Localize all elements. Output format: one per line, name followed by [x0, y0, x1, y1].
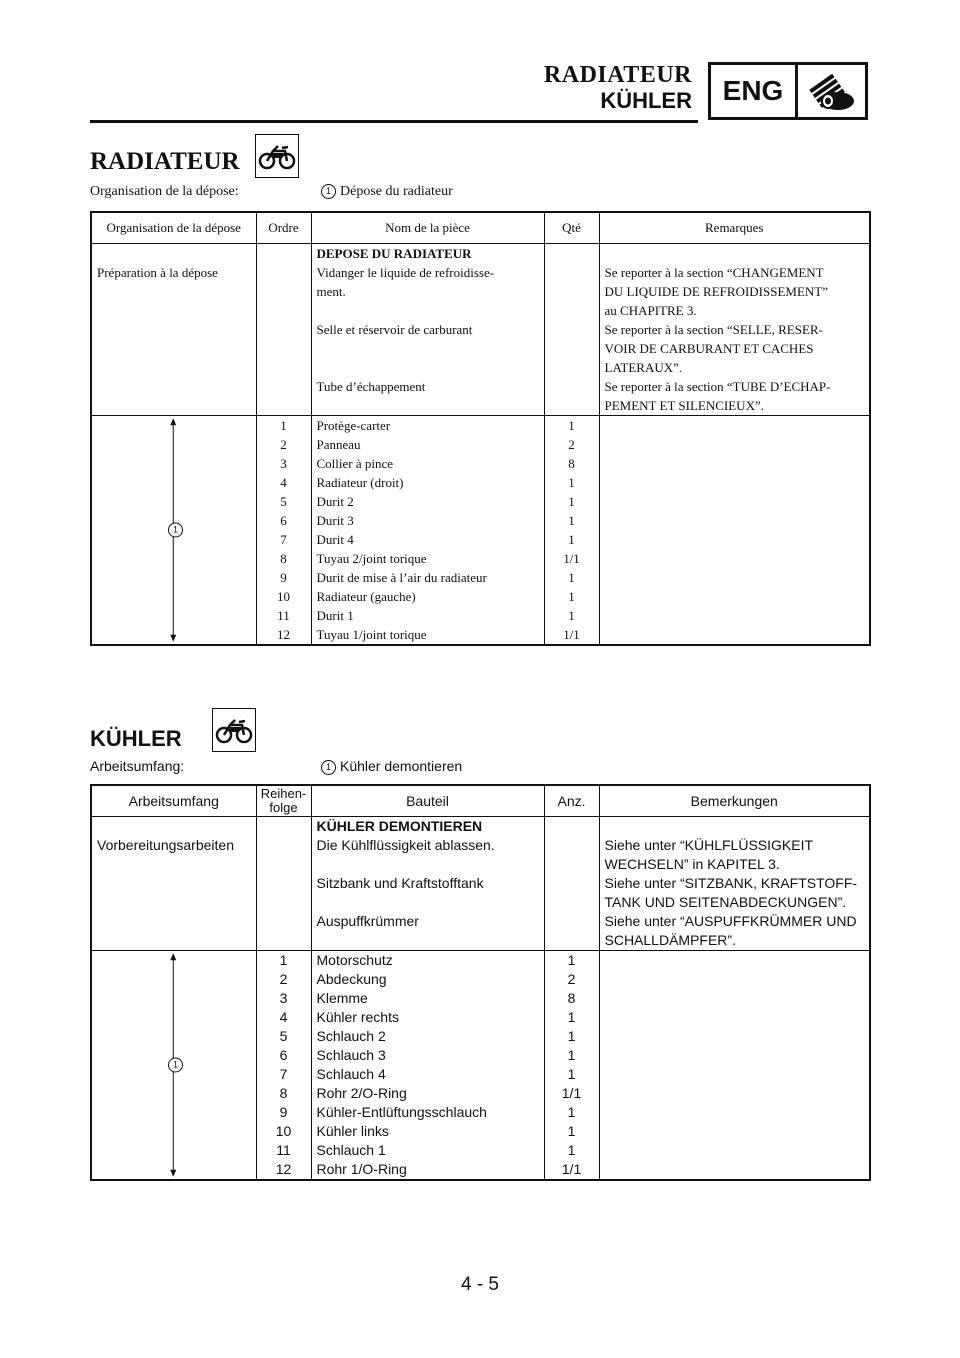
order-cell: 12 — [256, 625, 311, 645]
part-name: Radiateur (droit) — [311, 473, 544, 492]
qty-cell: 1 — [544, 1027, 599, 1046]
order-cell: 9 — [256, 1103, 311, 1122]
part-name: Radiateur (gauche) — [311, 587, 544, 606]
order-cell: 3 — [256, 454, 311, 473]
qty-cell: 1 — [544, 530, 599, 549]
range-bracket — [91, 951, 256, 1181]
qty-cell: 1/1 — [544, 1084, 599, 1103]
order-cell: 1 — [256, 416, 311, 436]
order-cell: 4 — [256, 1008, 311, 1027]
part-name: Schlauch 3 — [311, 1046, 544, 1065]
qty-cell: 1 — [544, 1065, 599, 1084]
order-cell: 10 — [256, 587, 311, 606]
order-cell: 7 — [256, 530, 311, 549]
part-name: Auspuffkrümmer — [311, 912, 544, 951]
prep-label: Vorbereitungsarbeiten — [91, 836, 256, 874]
remark: Se reporter à la section “SELLE, RESER- VOIR DE CARBURANT ET CACHES LATERAUX”. — [599, 320, 870, 377]
part-name: Durit 1 — [311, 606, 544, 625]
order-cell: 10 — [256, 1122, 311, 1141]
qty-cell: 1 — [544, 1103, 599, 1122]
part-name: Panneau — [311, 435, 544, 454]
part-name: Abdeckung — [311, 970, 544, 989]
part-name: Tuyau 1/joint torique — [311, 625, 544, 645]
order-cell: 5 — [256, 492, 311, 511]
arrow-head-up — [170, 953, 176, 960]
column-header: Ordre — [256, 212, 311, 244]
org-task-de — [321, 758, 462, 775]
qty-cell: 8 — [544, 989, 599, 1008]
column-header: Bemerkungen — [599, 785, 870, 817]
qty-cell: 1 — [544, 1008, 599, 1027]
column-header: Remarques — [599, 212, 870, 244]
part-name: Vidanger le liquide de refroidisse- ment. — [311, 263, 544, 320]
part-name: Klemme — [311, 989, 544, 1008]
table-row — [91, 377, 870, 416]
part-name: Schlauch 2 — [311, 1027, 544, 1046]
range-bracket — [91, 416, 256, 646]
org-label-de: Arbeitsumfang: — [90, 758, 185, 774]
org-task-text: Dépose du radiateur — [340, 184, 453, 199]
part-name: Kühler-Entlüftungsschlauch — [311, 1103, 544, 1122]
column-header: Nom de la pièce — [311, 212, 544, 244]
parts-table-de — [90, 784, 871, 1181]
column-header: Qté — [544, 212, 599, 244]
table-row — [91, 416, 870, 436]
org-task-text: Kühler demontieren — [340, 758, 463, 774]
order-cell: 1 — [256, 951, 311, 971]
qty-cell: 1 — [544, 1141, 599, 1160]
callout-number: 1 — [321, 184, 336, 199]
table-row — [91, 263, 870, 320]
qty-cell: 1 — [544, 1046, 599, 1065]
order-cell: 11 — [256, 1141, 311, 1160]
order-cell: 11 — [256, 606, 311, 625]
part-name: Durit de mise à l’air du radiateur — [311, 568, 544, 587]
remark: Se reporter à la section “TUBE D’ECHAP- PEMENT ET SILENCIEUX”. — [599, 377, 870, 416]
header-title-fr: RADIATEUR — [543, 62, 692, 88]
qty-cell: 1 — [544, 416, 599, 436]
callout-number: 1 — [321, 760, 336, 775]
engine-cylinder-icon — [798, 65, 865, 117]
order-cell: 6 — [256, 1046, 311, 1065]
qty-cell: 1 — [544, 951, 599, 971]
chapter-label: ENG — [711, 65, 798, 117]
qty-cell: 1 — [544, 1122, 599, 1141]
qty-cell: 1 — [544, 492, 599, 511]
part-name: Protège-carter — [311, 416, 544, 436]
column-header: Bauteil — [311, 785, 544, 817]
order-cell: 5 — [256, 1027, 311, 1046]
table-row — [91, 836, 870, 874]
order-cell: 2 — [256, 970, 311, 989]
qty-cell: 1/1 — [544, 625, 599, 645]
remark: Siehe unter “AUSPUFFKRÜMMER UND SCHALLDÄMPFER”. — [599, 912, 870, 951]
arrow-head-down — [170, 1170, 176, 1177]
section-title-fr: RADIATEUR — [90, 148, 240, 175]
part-name: Kühler links — [311, 1122, 544, 1141]
part-name: Durit 3 — [311, 511, 544, 530]
arrow-head-up — [170, 418, 176, 425]
group-title: KÜHLER DEMONTIEREN — [311, 817, 544, 837]
order-cell: 4 — [256, 473, 311, 492]
prep-label: Préparation à la dépose — [91, 263, 256, 320]
qty-cell: 1 — [544, 587, 599, 606]
table-row — [91, 320, 870, 377]
order-cell: 6 — [256, 511, 311, 530]
group-title: DEPOSE DU RADIATEUR — [311, 244, 544, 264]
order-cell: 7 — [256, 1065, 311, 1084]
page-number: 4 - 5 — [460, 1274, 500, 1295]
column-header: Reihen- folge — [256, 785, 311, 817]
qty-cell: 1 — [544, 606, 599, 625]
column-header: Anz. — [544, 785, 599, 817]
qty-cell: 1/1 — [544, 549, 599, 568]
table-row — [91, 874, 870, 912]
column-header: Arbeitsumfang — [91, 785, 256, 817]
part-name: Durit 4 — [311, 530, 544, 549]
part-name: Collier à pince — [311, 454, 544, 473]
qty-cell: 1 — [544, 511, 599, 530]
range-callout: 1 — [168, 523, 183, 538]
part-name: Tube d’échappement — [311, 377, 544, 416]
order-cell: 9 — [256, 568, 311, 587]
part-name: Sitzbank und Kraftstofftank — [311, 874, 544, 912]
range-callout: 1 — [168, 1058, 183, 1073]
table-row — [91, 244, 870, 264]
org-task-fr — [321, 184, 453, 200]
motorcycle-icon — [255, 134, 299, 178]
part-name: Motorschutz — [311, 951, 544, 971]
part-name: Rohr 1/O-Ring — [311, 1160, 544, 1180]
part-name: Schlauch 1 — [311, 1141, 544, 1160]
qty-cell: 2 — [544, 970, 599, 989]
remark — [599, 951, 870, 1181]
qty-cell: 1 — [544, 568, 599, 587]
table-row — [91, 817, 870, 837]
org-label-fr: Organisation de la dépose: — [90, 184, 239, 199]
order-cell: 3 — [256, 989, 311, 1008]
column-header: Organisation de la dépose — [91, 212, 256, 244]
table-row — [91, 951, 870, 971]
part-name: Die Kühlflüssigkeit ablassen. — [311, 836, 544, 874]
order-cell: 8 — [256, 1084, 311, 1103]
part-name: Tuyau 2/joint torique — [311, 549, 544, 568]
remark: Siehe unter “KÜHLFLÜSSIGKEIT WECHSELN” in KAPITEL 3. — [599, 836, 870, 874]
remark — [599, 416, 870, 646]
qty-cell: 1 — [544, 473, 599, 492]
section-title-de: KÜHLER — [90, 726, 182, 751]
remark: Se reporter à la section “CHANGEMENT DU LIQUIDE DE REFROIDISSEMENT” au CHAPITRE 3. — [599, 263, 870, 320]
parts-table-fr — [90, 211, 871, 646]
remark: Siehe unter “SITZBANK, KRAFTSTOFF- TANK UND SEITENABDECKUNGEN”. — [599, 874, 870, 912]
qty-cell: 1/1 — [544, 1160, 599, 1180]
table-row — [91, 912, 870, 951]
arrow-head-down — [170, 635, 176, 642]
part-name: Kühler rechts — [311, 1008, 544, 1027]
qty-cell: 2 — [544, 435, 599, 454]
order-cell: 2 — [256, 435, 311, 454]
motorcycle-icon — [212, 708, 256, 752]
part-name: Schlauch 4 — [311, 1065, 544, 1084]
chapter-badge — [708, 62, 868, 120]
part-name: Selle et réservoir de carburant — [311, 320, 544, 377]
order-cell: 8 — [256, 549, 311, 568]
qty-cell: 8 — [544, 454, 599, 473]
header-title-de: KÜHLER — [600, 88, 692, 113]
header-rule — [90, 120, 698, 123]
part-name: Rohr 2/O-Ring — [311, 1084, 544, 1103]
part-name: Durit 2 — [311, 492, 544, 511]
order-cell: 12 — [256, 1160, 311, 1180]
